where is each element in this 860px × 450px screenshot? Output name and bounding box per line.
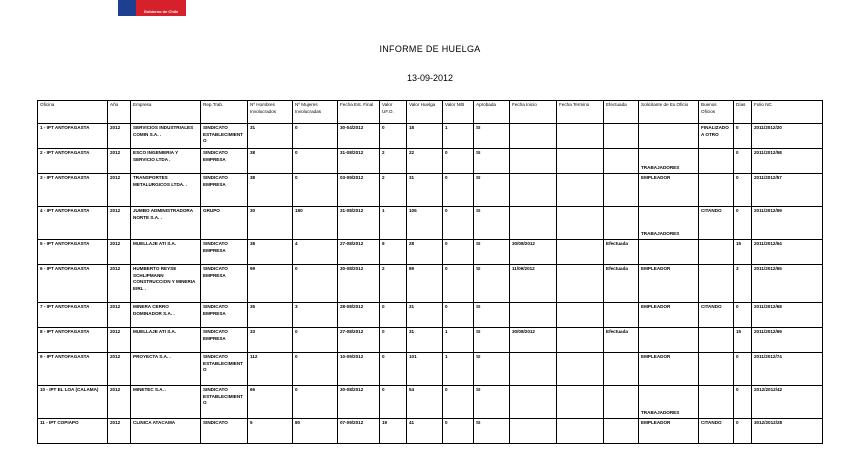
table-cell [699, 265, 734, 303]
table-cell: 0 [443, 149, 474, 174]
table-cell: 0 [734, 207, 752, 240]
table-cell [604, 149, 639, 174]
column-header: Empresa [131, 101, 201, 124]
table-cell: 15 [734, 240, 752, 265]
table-row [38, 124, 823, 149]
table-cell: 11 - IPT COPIAPO [38, 419, 108, 444]
table-cell: 0 [380, 124, 407, 149]
table-cell: TRABAJADORES [639, 149, 699, 174]
table-cell: 35 [248, 303, 293, 328]
table-cell: 2012 [108, 124, 131, 149]
table-cell [510, 174, 557, 207]
table-cell: SINDICATO ESTABLECIMIENTO [201, 124, 248, 149]
table-row [38, 353, 823, 386]
column-header: Buenos Oficios [699, 101, 734, 124]
table-cell: SI [474, 419, 510, 444]
table-cell [639, 240, 699, 265]
table-cell [557, 124, 604, 149]
table-cell [604, 386, 639, 419]
table-cell: 10-09/2012 [338, 353, 380, 386]
table-cell [510, 353, 557, 386]
table-cell: 99 [248, 265, 293, 303]
table-cell: MINETEC S.A. . [131, 386, 201, 419]
table-cell [557, 328, 604, 353]
table-cell [604, 419, 639, 444]
table-cell: 7 - IPT ANTOFAGASTA [38, 303, 108, 328]
table-cell: 2012 [108, 149, 131, 174]
table-cell: 2012 [108, 328, 131, 353]
table-row [38, 207, 823, 240]
table-cell: Efectuada [604, 240, 639, 265]
table-cell: 8 - IPT ANTOFAGASTA [38, 328, 108, 353]
table-cell: JUMBO ADMINISTRADORA NORTE S.A. . [131, 207, 201, 240]
table-cell: 1 [443, 124, 474, 149]
table-cell: 0 [380, 386, 407, 419]
table-cell [510, 303, 557, 328]
column-header: Valor N/B [443, 101, 474, 124]
table-cell [557, 174, 604, 207]
table-cell: FINALIZADO A OTRO [699, 124, 734, 149]
column-header: Año [108, 101, 131, 124]
table-cell: SINDICATO EMPRESA [201, 149, 248, 174]
table-cell: 6 - IPT ANTOFAGASTA [38, 265, 108, 303]
table-cell: 27-08/2012 [338, 328, 380, 353]
table-cell: 0 [734, 303, 752, 328]
column-header: Días [734, 101, 752, 124]
table-row [38, 386, 823, 419]
table-cell: 30/08/2012 [510, 240, 557, 265]
strike-report-table [37, 100, 823, 444]
table-cell: ESCO INGENIERIA Y SERVICIO LTDA . [131, 149, 201, 174]
table-cell: SI [474, 124, 510, 149]
table-cell: Efectuada [604, 265, 639, 303]
table-cell: 80 [293, 419, 338, 444]
table-cell: EMPLEADOR [639, 303, 699, 328]
table-cell: 180 [293, 207, 338, 240]
table-cell: 2011/2012/65 [752, 265, 823, 303]
table-cell: 0 [443, 240, 474, 265]
table-cell: 0 [734, 353, 752, 386]
table-cell: CITANDO [699, 207, 734, 240]
table-cell: 0 [734, 149, 752, 174]
table-cell: 19 [380, 419, 407, 444]
table-cell: SINDICATO EMPRESA [201, 328, 248, 353]
table-cell: 54 [407, 386, 443, 419]
table-cell: SINDICATO EMPRESA [201, 174, 248, 207]
report-date: 13-09-2012 [406, 73, 454, 83]
table-cell: GRUPO [201, 207, 248, 240]
table-cell: 38 [248, 149, 293, 174]
table-body [38, 124, 823, 444]
table-cell: CLINICA ATACAMA [131, 419, 201, 444]
table-cell: 10 - IPT EL LOA (CALAMA) [38, 386, 108, 419]
table-cell: 2012 [108, 386, 131, 419]
table-cell: 9 [380, 240, 407, 265]
table-cell: 0 [380, 353, 407, 386]
table-row [38, 265, 823, 303]
table-cell: 30-04/2012 [338, 124, 380, 149]
table-cell [699, 353, 734, 386]
table-cell: 2012 [108, 240, 131, 265]
table-cell: 2011/2012/20 [752, 124, 823, 149]
table-cell: SI [474, 328, 510, 353]
table-cell [557, 149, 604, 174]
table-cell: 105 [407, 207, 443, 240]
table-cell: SI [474, 240, 510, 265]
column-header: Aprobada [474, 101, 510, 124]
table-cell: MUELLAJE ATI S.A. [131, 328, 201, 353]
table-cell: 2011/2012/69 [752, 328, 823, 353]
table-cell: 2011/2012/58 [752, 149, 823, 174]
table-cell: 89 [407, 265, 443, 303]
column-header: Solicitante de Ex.Oficio [639, 101, 699, 124]
table-cell: CITANDO [699, 419, 734, 444]
table-cell: SI [474, 265, 510, 303]
table-cell: 31-08/2012 [338, 149, 380, 174]
table-cell: 07-09/2012 [338, 419, 380, 444]
column-header: Oficina [38, 101, 108, 124]
gobierno-logo [118, 0, 186, 16]
table-cell: 3 - IPT ANTOFAGASTA [38, 174, 108, 207]
table-cell: SI [474, 174, 510, 207]
table-row [38, 303, 823, 328]
column-header: Fecha Est. Final [338, 101, 380, 124]
table-cell: 22 [407, 149, 443, 174]
table-cell: 2 [380, 174, 407, 207]
table-cell: 2011/2012/64 [752, 240, 823, 265]
table-cell [510, 149, 557, 174]
table-cell: SI [474, 207, 510, 240]
table-row [38, 240, 823, 265]
report-title: INFORME DE HUELGA [379, 44, 481, 54]
table-cell: CITANDO [699, 303, 734, 328]
table-cell: 0 [293, 328, 338, 353]
table-cell: 03-09/2012 [338, 174, 380, 207]
table-cell: 18 [407, 124, 443, 149]
logo-text: Gobierno de Chile [143, 9, 179, 14]
table-cell: SINDICATO EMPRESA [201, 240, 248, 265]
column-header: Valor UF.O. [380, 101, 407, 124]
table-cell: SI [474, 386, 510, 419]
table-row [38, 149, 823, 174]
table-cell [639, 328, 699, 353]
table-cell: SI [474, 353, 510, 386]
table-cell: 2012 [108, 265, 131, 303]
table-cell: 4 [293, 240, 338, 265]
column-header: Nº Hombres Involucrados [248, 101, 293, 124]
table-cell: 1 [380, 207, 407, 240]
table-cell: SI [474, 303, 510, 328]
table-cell: SINDICATO EMPRESA [201, 265, 248, 303]
table-cell: 30/08/2012 [510, 328, 557, 353]
table-cell: 0 [734, 174, 752, 207]
table-cell [557, 386, 604, 419]
table-cell [604, 124, 639, 149]
table-cell: 66 [248, 386, 293, 419]
table-cell: 5 - IPT ANTOFAGASTA [38, 240, 108, 265]
column-header: Folio NC [752, 101, 823, 124]
table-cell: 31 [407, 303, 443, 328]
table-cell: 11/09/2012 [510, 265, 557, 303]
table-cell [557, 419, 604, 444]
table-cell [557, 265, 604, 303]
table-cell: 31-08/2012 [338, 207, 380, 240]
table-cell: 0 [293, 124, 338, 149]
table-cell: 0 [293, 149, 338, 174]
table-cell: 30 [248, 207, 293, 240]
table-cell: SERVICIOS INDUSTRIALES COMIN S.A. . [131, 124, 201, 149]
table-cell: 2011/2012/59 [752, 207, 823, 240]
table-cell [699, 328, 734, 353]
table-cell: 0 [443, 207, 474, 240]
table-cell: 0 [293, 386, 338, 419]
table-cell: 2012 [108, 419, 131, 444]
table-cell: 0 [443, 303, 474, 328]
table-cell: 31 [248, 124, 293, 149]
table-cell: PROYECTA S.A. . [131, 353, 201, 386]
table-cell: 5 [248, 419, 293, 444]
table-cell [510, 207, 557, 240]
table-cell: 1 [443, 328, 474, 353]
table-cell [604, 207, 639, 240]
column-header: Efectuada [604, 101, 639, 124]
table-cell: 3 [734, 265, 752, 303]
table-cell: 30-08/2012 [338, 386, 380, 419]
table-cell: EMPLEADOR [639, 419, 699, 444]
table-cell: SINDICATO EMPRESA [201, 303, 248, 328]
table-cell: 38 [248, 174, 293, 207]
table-cell: 112 [248, 353, 293, 386]
table-cell: 0 [293, 265, 338, 303]
table-cell: MUELLAJE ATI S.A. [131, 240, 201, 265]
table-cell [699, 174, 734, 207]
table-cell: 9 - IPT ANTOFAGASTA [38, 353, 108, 386]
table-cell: SINDICATO ESTABLECIMIENTO [201, 353, 248, 386]
table-cell: 2011/2012/57 [752, 174, 823, 207]
table-cell: 0 [380, 303, 407, 328]
table-cell [557, 207, 604, 240]
table-cell: 2012 [108, 303, 131, 328]
table-cell: 0 [443, 386, 474, 419]
table-row [38, 174, 823, 207]
table-cell: 4 - IPT ANTOFAGASTA [38, 207, 108, 240]
table-cell: 101 [407, 353, 443, 386]
table-cell: 3 [293, 303, 338, 328]
logo-blue-block [118, 0, 136, 16]
table-row [38, 328, 823, 353]
table-cell: SINDICATO [201, 419, 248, 444]
table-cell: EMPLEADOR [639, 265, 699, 303]
table-cell: 1 - IPT ANTOFAGASTA [38, 124, 108, 149]
table-cell [604, 174, 639, 207]
table-cell [557, 303, 604, 328]
table-cell: 31 [407, 328, 443, 353]
table-cell: 0 [293, 174, 338, 207]
column-header: Valor Huelga [407, 101, 443, 124]
table-cell: 2011/2012/74 [752, 353, 823, 386]
table-cell: 0 [380, 328, 407, 353]
table-cell [604, 303, 639, 328]
table-cell: SINDICATO ESTABLECIMIENTO [201, 386, 248, 419]
table-cell: TRANSPORTES METALURGICOS LTDA. . [131, 174, 201, 207]
column-header: Nº Mujeres Involucradas [293, 101, 338, 124]
table-cell: 15 [734, 328, 752, 353]
table-cell: 31 [407, 174, 443, 207]
table-cell: HUMBERTO REYSE SCHLIPMANN CONSTRUCCION Y MINERIA EIRL . [131, 265, 201, 303]
table-cell: 0 [443, 265, 474, 303]
table-cell: 41 [407, 419, 443, 444]
table-cell: 2011/2012/68 [752, 303, 823, 328]
table-cell: 0 [734, 386, 752, 419]
table-cell [557, 240, 604, 265]
table-cell: 27-08/2012 [338, 240, 380, 265]
table-cell: 0 [293, 353, 338, 386]
table-cell [510, 419, 557, 444]
table-cell: 2012 [108, 353, 131, 386]
table-cell: 0 [443, 419, 474, 444]
table-cell: 0 [443, 174, 474, 207]
table-cell: 1 [443, 353, 474, 386]
table-cell [639, 124, 699, 149]
table-cell: TRABAJADORES [639, 386, 699, 419]
table-cell: 0 [734, 419, 752, 444]
table-cell [699, 386, 734, 419]
table-cell: 28-08/2012 [338, 303, 380, 328]
table-cell: MINERA CERRO DOMINADOR S.A. . [131, 303, 201, 328]
column-header: Fecha Inicio [510, 101, 557, 124]
table-header-row [38, 101, 823, 124]
table-cell [510, 124, 557, 149]
table-cell: 30-08/2012 [338, 265, 380, 303]
table-cell: SI [474, 149, 510, 174]
table-cell: 2 [380, 265, 407, 303]
column-header: Rep.Trab. [201, 101, 248, 124]
table-row [38, 419, 823, 444]
table-cell [699, 240, 734, 265]
column-header: Fecha Termino [557, 101, 604, 124]
table-cell: 38 [248, 240, 293, 265]
table-cell: EMPLEADOR [639, 174, 699, 207]
table-cell: 28 [407, 240, 443, 265]
table-cell [604, 353, 639, 386]
table-cell [510, 386, 557, 419]
table-cell: 3012/2012/28 [752, 419, 823, 444]
table-cell: EMPLEADOR [639, 353, 699, 386]
table-cell: 2012 [108, 174, 131, 207]
table-cell: 2012/2012/42 [752, 386, 823, 419]
table-cell [557, 353, 604, 386]
logo-red-block [136, 0, 186, 16]
table-cell: TRABAJADORES [639, 207, 699, 240]
table-cell [699, 149, 734, 174]
table-cell: Efectuada [604, 328, 639, 353]
table-cell: 33 [248, 328, 293, 353]
table-cell: 2 - IPT ANTOFAGASTA [38, 149, 108, 174]
table-cell: 2012 [108, 207, 131, 240]
table-cell: 2 [380, 149, 407, 174]
table-cell: 0 [734, 124, 752, 149]
